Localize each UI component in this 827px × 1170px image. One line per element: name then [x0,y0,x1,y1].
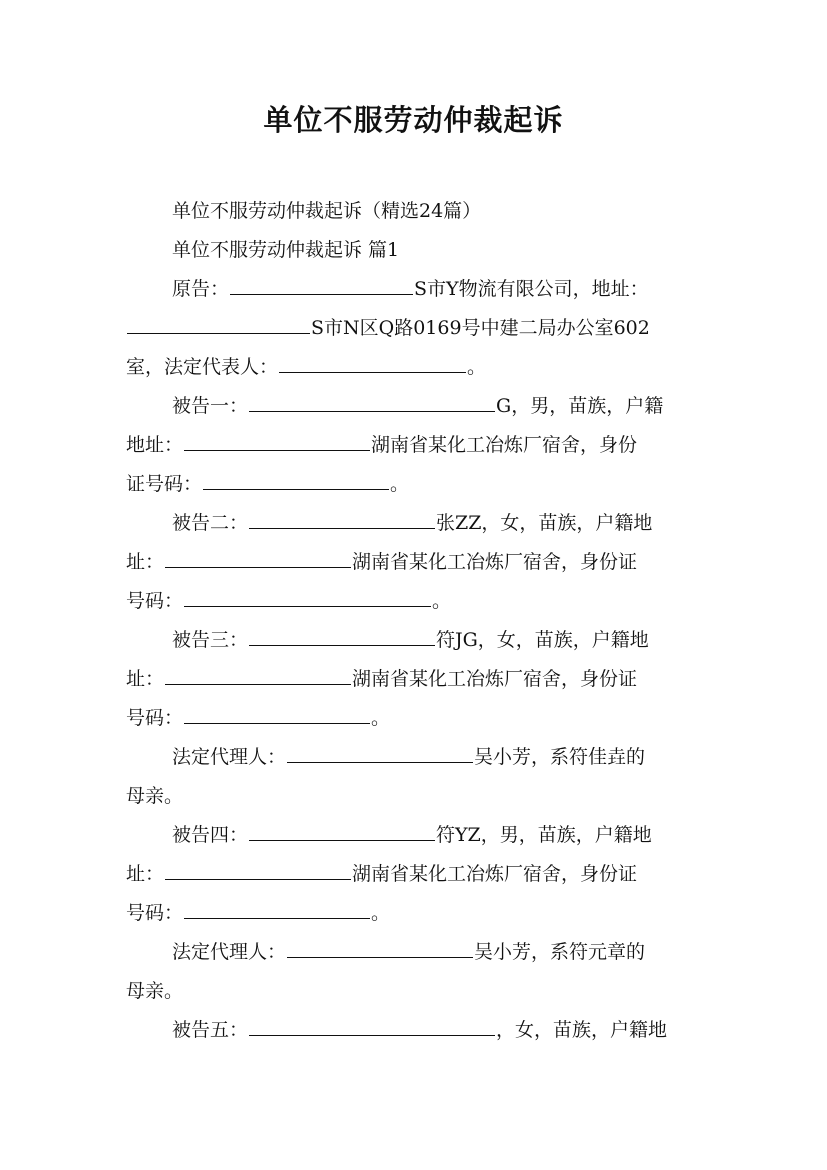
address-label: 址： [126,863,165,885]
blank-field [165,667,351,685]
blank-field [249,628,435,646]
address-label: 址： [126,668,165,690]
legal-agent-1-line [172,744,645,770]
legal-agent-label: 法定代理人： [172,746,287,768]
blank-field [203,472,389,490]
period: 。 [371,707,391,729]
subtitle: 单位不服劳动仲裁起诉（精选24篇） [172,200,482,222]
period: 。 [371,902,391,924]
blank-field [184,589,431,607]
address-label: 地址： [126,434,184,456]
blank-field [249,1018,495,1036]
plaintiff-address-line [126,315,650,341]
id-label: 号码： [126,590,184,612]
defendant-4-line [172,822,652,848]
blank-field [287,940,473,958]
defendant-5-label: 被告五： [172,1019,249,1041]
section-heading: 单位不服劳动仲裁起诉 篇1 [172,239,400,261]
defendant-2-name: 张ZZ，女，苗族，户籍地 [436,512,653,534]
defendant-4-address-line [126,861,637,887]
defendant-3-address: 湖南省某化工冶炼厂宿舍，身份证 [352,668,638,690]
legal-agent-1-continuation: 母亲。 [126,785,184,807]
plaintiff-rep-label: 室，法定代表人： [126,356,279,378]
plaintiff-name: S市Y物流有限公司，地址： [414,278,649,300]
defendant-4-name: 符YZ，男，苗族，户籍地 [436,824,652,846]
id-label: 号码： [126,902,184,924]
blank-field [287,745,473,763]
blank-field [279,355,466,373]
plaintiff-address: S市N区Q路0169号中建二局办公室602 [311,317,650,339]
legal-agent-2-continuation: 母亲。 [126,980,184,1002]
id-label: 号码： [126,707,184,729]
defendant-3-line [172,627,649,653]
blank-field [230,277,413,295]
blank-field [184,433,370,451]
defendant-4-label: 被告四： [172,824,249,846]
defendant-1-id-line [126,471,409,497]
blank-field [184,706,370,724]
plaintiff-line [172,276,649,302]
defendant-2-line [172,510,652,536]
defendant-4-id-line [126,900,390,926]
plaintiff-rep-line [126,354,486,380]
document-title: 单位不服劳动仲裁起诉 [263,103,564,137]
defendant-1-name: G，男，苗族，户籍 [496,395,664,417]
legal-agent-2-line [172,939,645,965]
blank-field [249,394,495,412]
blank-field [184,901,370,919]
blank-field [249,511,435,529]
period: 。 [390,473,410,495]
defendant-2-id-line [126,588,451,614]
blank-field [165,862,351,880]
defendant-2-label: 被告二： [172,512,249,534]
defendant-5-line [172,1017,667,1043]
defendant-3-name: 符JG，女，苗族，户籍地 [436,629,649,651]
defendant-1-address-line [126,432,637,458]
period: 。 [467,356,487,378]
id-label: 证号码： [126,473,203,495]
defendant-1-line [172,393,663,419]
defendant-3-address-line [126,666,637,692]
defendant-2-address: 湖南省某化工冶炼厂宿舍，身份证 [352,551,638,573]
legal-agent-2-text: 吴小芳，系符元章的 [474,941,646,963]
blank-field [127,316,310,334]
defendant-1-label: 被告一： [172,395,249,417]
defendant-3-id-line [126,705,390,731]
legal-agent-label: 法定代理人： [172,941,287,963]
address-label: 址： [126,551,165,573]
blank-field [249,823,435,841]
defendant-3-label: 被告三： [172,629,249,651]
plaintiff-label: 原告： [172,278,230,300]
defendant-5-name: ，女，苗族，户籍地 [496,1019,668,1041]
defendant-2-address-line [126,549,637,575]
defendant-1-address: 湖南省某化工冶炼厂宿舍，身份 [371,434,638,456]
defendant-4-address: 湖南省某化工冶炼厂宿舍，身份证 [352,863,638,885]
legal-agent-1-text: 吴小芳，系符佳垚的 [474,746,646,768]
period: 。 [432,590,452,612]
blank-field [165,550,351,568]
